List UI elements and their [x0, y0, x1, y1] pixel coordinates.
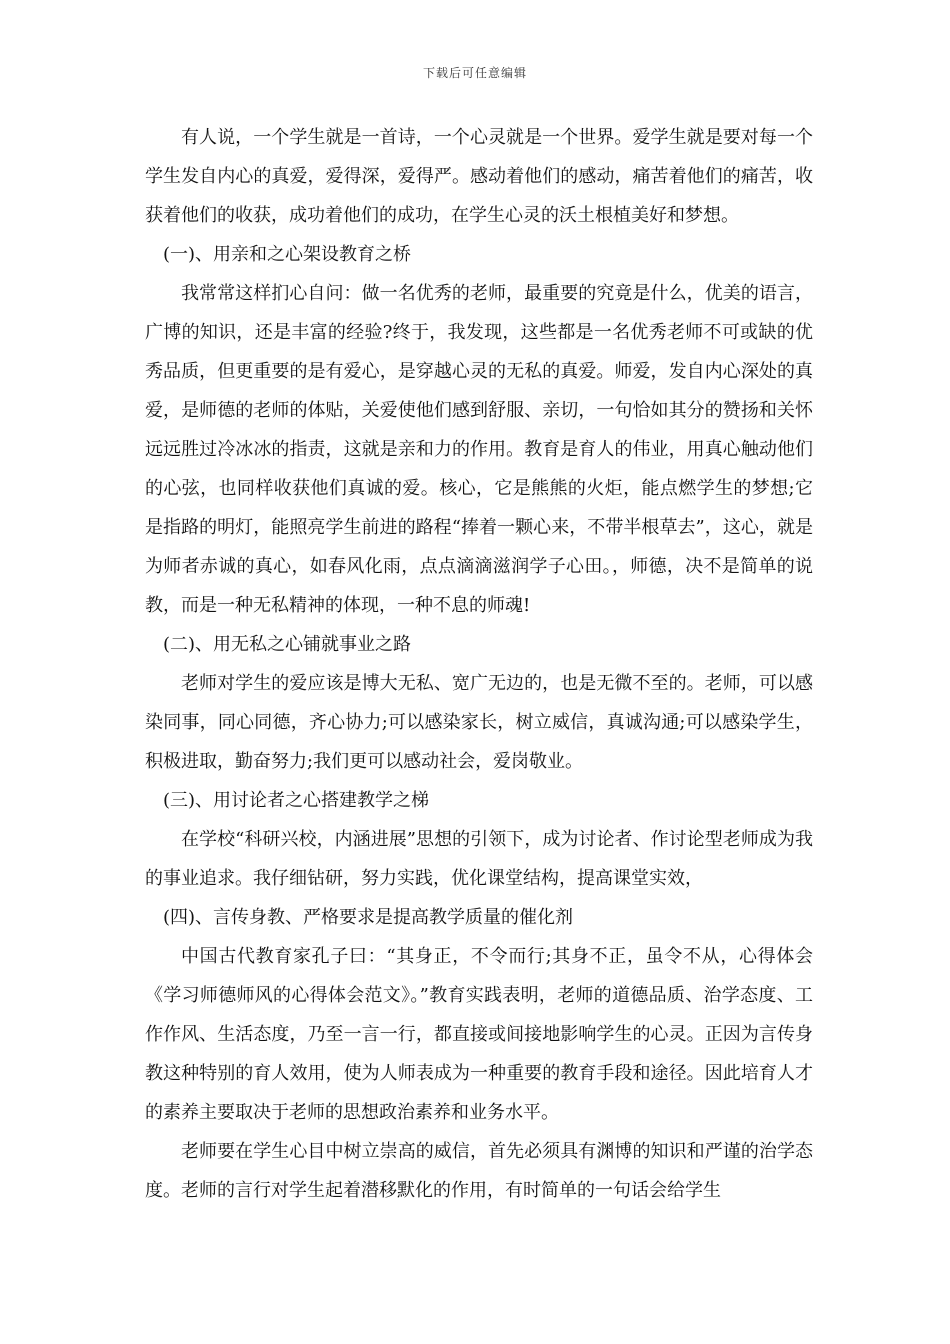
paragraph-section-4-continued: 老师要在学生心目中树立崇高的威信，首先必须具有渊博的知识和严谨的治学态度。老师的言行对学生起着潜移默化的作用，有时简单的一句话会给学生 — [145, 1141, 813, 1201]
paragraph-section-1: 我常常这样扪心自问：做一名优秀的老师，最重要的究竟是什么，优美的语言，广博的知识，还是丰富的经验?终于，我发现，这些都是一名优秀老师不可或缺的优秀品质，但更重要的是有爱心，是穿越心灵的无私的真爱。师爱，发自内心深处的真爱，是师德的老师的体贴，关爱使他们感到舒服、亲切，一句恰如其分的赞扬和关怀远远胜过冷冰冰的指责，这就是亲和力的作用。教育是育人的伟业，用真心触动他们的心弦，也同样收获他们真诚的爱。核心，它是熊熊的火炬，能点燃学生的梦想;它是指路的明灯，能照亮学生前进的路程“捧着一颗心来，不带半根草去”，这心，就是为师者赤诚的真心，如春风化雨，点点滴滴滋润学子心田。，师德，决不是简单的说教，而是一种无私精神的体现，一种不息的师魂! — [145, 283, 813, 616]
paragraph-section-4: 中国古代教育家孔子曰：“其身正，不令而行;其身不正，虽令不从，心得体会《学习师德师风的心得体会范文》。”教育实践表明，老师的道德品质、治学态度、工作作风、生活态度，乃至一言一行，都直接或间接地影响学生的心灵。正因为言传身教这种特别的育人效用，使为人师表成为一种重要的教育手段和途径。因此培育人才的素养主要取决于老师的思想政治素养和业务水平。 — [145, 946, 813, 1123]
paragraph-intro: 有人说，一个学生就是一首诗，一个心灵就是一个世界。爱学生就是要对每一个学生发自内心的真爱，爱得深，爱得严。感动着他们的感动，痛苦着他们的痛苦，收获着他们的收获，成功着他们的成功，在学生心灵的沃土根植美好和梦想。 — [145, 127, 813, 226]
section-heading-1: (一)、用亲和之心架设教育之桥 — [163, 244, 412, 265]
section-heading-4: (四)、言传身教、严格要求是提高教学质量的催化剂 — [163, 907, 574, 928]
paragraph-section-3: 在学校“科研兴校，内涵进展”思想的引领下，成为讨论者、作讨论型老师成为我的事业追求。我仔细钻研，努力实践，优化课堂结构，提高课堂实效， — [145, 829, 813, 889]
paragraph-section-2: 老师对学生的爱应该是博大无私、宽广无边的，也是无微不至的。老师，可以感染同事，同心同德，齐心协力;可以感染家长，树立威信，真诚沟通;可以感染学生，积极进取，勤奋努力;我们更可以感动社会，爱岗敬业。 — [145, 673, 813, 772]
page-header: 下载后可任意编辑 — [422, 66, 527, 80]
section-heading-2: (二)、用无私之心铺就事业之路 — [163, 634, 412, 655]
document-body — [145, 118, 813, 1210]
section-heading-3: (三)、用讨论者之心搭建教学之梯 — [163, 790, 430, 811]
